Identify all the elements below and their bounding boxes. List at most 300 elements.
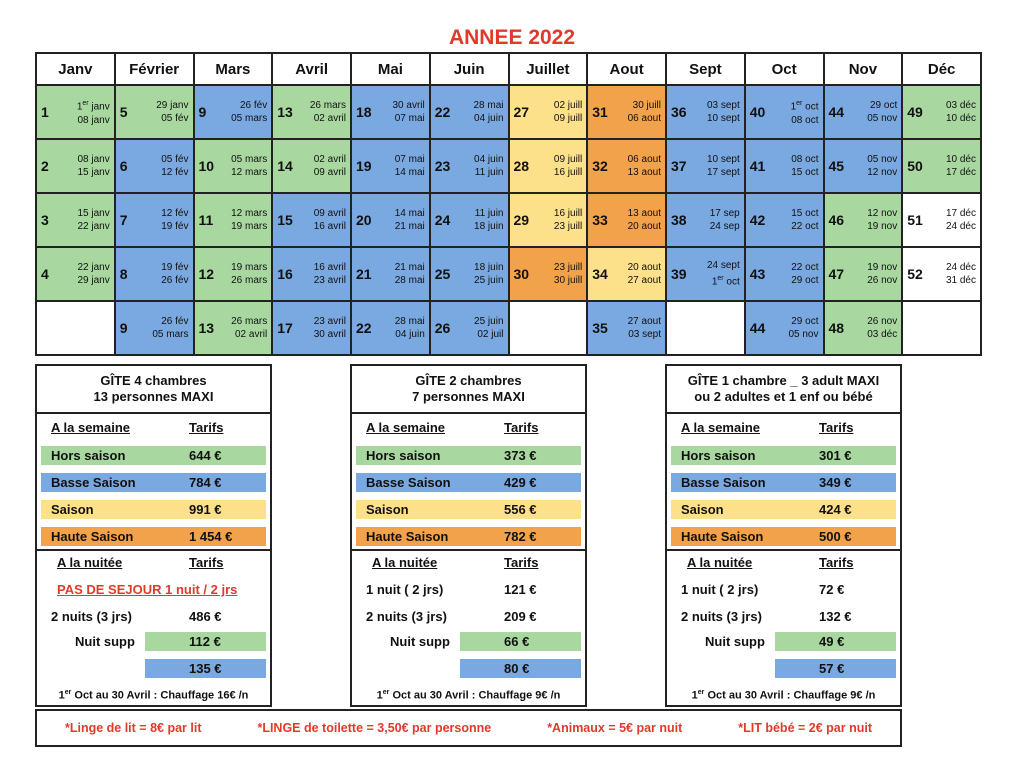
week-end-date: 05 nov: [867, 113, 898, 124]
week-number: 3: [41, 212, 49, 228]
calendar-body: [36, 85, 981, 355]
week-start-date: 05 nov: [867, 154, 898, 165]
week-cell: [194, 85, 273, 139]
week-start-date: 28 mai: [394, 316, 425, 327]
night-price-row: [667, 580, 900, 599]
month-header-row: [36, 53, 981, 85]
night-tarifs-label: Tarifs: [189, 555, 224, 570]
season-label: Basse Saison: [681, 475, 766, 490]
week-end-date: 11 juin: [474, 167, 504, 178]
week-cell: [115, 85, 194, 139]
week-cell: [430, 85, 509, 139]
week-start-date: 14 mai: [394, 208, 425, 219]
week-number: 34: [592, 266, 608, 282]
season-price-row: [356, 500, 581, 519]
week-cell: [666, 193, 745, 247]
week-number: 22: [434, 104, 451, 120]
week-number: 19: [356, 158, 372, 174]
week-end-date: 05 mars: [231, 113, 268, 124]
season-price-row: [356, 473, 581, 492]
week-cell: [351, 139, 430, 193]
week-cell: [36, 85, 115, 139]
month-header: Oct: [745, 53, 824, 85]
footer-note-linge-toilette: *LINGE de toilette = 3,50€ par personne: [257, 721, 492, 735]
nuit-supp-blue-row: [460, 659, 581, 678]
week-cell: [745, 139, 824, 193]
week-start-date: 16 avril: [313, 262, 346, 273]
week-cell: [902, 247, 981, 301]
calendar-row: [36, 139, 981, 193]
week-end-date: 15 janv: [77, 167, 110, 178]
week-number: 48: [828, 320, 845, 336]
week-end-date: 28 mai: [394, 275, 425, 286]
month-header: Déc: [902, 53, 981, 85]
night-price-row: [37, 607, 270, 626]
week-cell: [194, 139, 273, 193]
week-number: 28: [513, 158, 530, 174]
month-header: Sept: [666, 53, 745, 85]
week-start-date: 16 juill: [553, 208, 583, 219]
week-start-date: 1er janv: [76, 100, 110, 113]
season-price-row: [41, 527, 266, 546]
week-cell: [824, 193, 903, 247]
week-number: 44: [749, 320, 766, 336]
gite-title: GÎTE 4 chambres: [100, 373, 207, 388]
week-number: 10: [198, 158, 215, 174]
week-start-date: 02 juill: [553, 100, 583, 111]
week-number: 12: [198, 266, 215, 282]
week-cell: [115, 139, 194, 193]
week-end-date: 03 sept: [628, 329, 661, 340]
week-cell: [115, 301, 194, 355]
nuit-supp-blue-row: [145, 659, 266, 678]
week-start-date: 09 avril: [313, 208, 346, 219]
week-number: 8: [119, 266, 128, 282]
week-end-date: 19 mars: [231, 221, 268, 232]
week-cell: [430, 301, 509, 355]
week-end-date: 03 déc: [867, 329, 898, 340]
week-cell: [745, 85, 824, 139]
week-cell: [824, 139, 903, 193]
week-cell: [587, 301, 666, 355]
night-price-row: [352, 580, 585, 599]
week-end-date: 30 juill: [553, 275, 583, 286]
night-section-label: A la nuitée: [372, 555, 438, 570]
week-number: 42: [749, 212, 766, 228]
week-cell: [666, 139, 745, 193]
nuit-supp-label: Nuit supp: [705, 634, 765, 649]
week-cell: [115, 193, 194, 247]
week-end-date: 12 mars: [231, 167, 268, 178]
week-section-label: A la semaine: [681, 420, 761, 435]
week-number: 31: [592, 104, 608, 120]
week-start-date: 06 aout: [627, 154, 661, 165]
week-cell: [509, 85, 588, 139]
week-start-date: 12 mars: [231, 208, 268, 219]
week-end-date: 13 aout: [627, 167, 661, 178]
week-cell: [587, 139, 666, 193]
week-end-date: 17 sept: [706, 167, 740, 178]
week-start-date: 18 juin: [474, 262, 504, 273]
week-cell: [587, 193, 666, 247]
season-price-row: [41, 500, 266, 519]
week-end-date: 02 avril: [313, 113, 346, 124]
week-start-date: 25 juin: [474, 316, 504, 327]
month-header: Juillet: [509, 53, 588, 85]
season-price: 429 €: [504, 475, 537, 490]
week-end-date: 09 juill: [553, 113, 583, 124]
week-start-date: 15 janv: [77, 208, 110, 219]
calendar-row: [36, 85, 981, 139]
nuit-supp-green-price: 49 €: [819, 634, 845, 649]
night-section-label: A la nuitée: [687, 555, 753, 570]
nuit-supp-blue-price: 57 €: [819, 661, 845, 676]
gite-header: [37, 366, 270, 414]
week-start-date: 08 janv: [77, 154, 110, 165]
nuit-supp-green-price: 112 €: [189, 634, 221, 649]
week-number: 47: [828, 266, 845, 282]
week-end-date: 18 juin: [474, 221, 504, 232]
week-cell: [351, 301, 430, 355]
week-end-date: 30 avril: [313, 329, 346, 340]
week-number: 24: [434, 212, 451, 228]
week-start-date: 21 mai: [394, 262, 425, 273]
week-start-date: 26 mars: [231, 316, 268, 327]
week-end-date: 23 juill: [553, 221, 583, 232]
week-number: 38: [671, 212, 687, 228]
week-start-date: 19 nov: [867, 262, 898, 273]
week-tarifs-label: Tarifs: [819, 420, 854, 435]
week-start-date: 1er oct: [790, 100, 819, 113]
week-cell: [272, 247, 351, 301]
season-price: 782 €: [504, 529, 537, 544]
week-number: 18: [356, 104, 372, 120]
week-end-date: 29 janv: [77, 275, 110, 286]
week-cell: [351, 247, 430, 301]
season-label: Basse Saison: [51, 475, 136, 490]
week-cell: [902, 193, 981, 247]
week-end-date: 05 mars: [152, 329, 189, 340]
week-number: 26: [434, 320, 451, 336]
week-start-date: 04 juin: [474, 154, 504, 165]
calendar-row: [36, 193, 981, 247]
footer-note-animaux: *Animaux = 5€ par nuit: [547, 721, 683, 735]
week-start-date: 26 nov: [867, 316, 898, 327]
week-end-date: 08 janv: [77, 114, 110, 126]
week-start-date: 17 déc: [945, 208, 976, 219]
week-cell: [194, 247, 273, 301]
gite-capacity: 7 personnes MAXI: [412, 389, 525, 404]
season-label: Haute Saison: [366, 529, 449, 544]
week-end-date: 04 juin: [474, 113, 504, 124]
week-start-date: 19 mars: [231, 262, 268, 273]
week-cell: [351, 85, 430, 139]
week-cell: [509, 301, 588, 355]
month-header: Nov: [824, 53, 903, 85]
week-end-date: 05 fév: [161, 113, 189, 124]
week-cell: [509, 193, 588, 247]
footer-note-lit-bebe: *LIT bébé = 2€ par nuit: [738, 721, 872, 735]
week-end-date: 19 nov: [867, 221, 898, 232]
week-start-date: 22 janv: [77, 262, 110, 273]
week-end-date: 10 sept: [706, 113, 740, 124]
night-label: 2 nuits (3 jrs): [51, 609, 132, 624]
nuit-supp-blue-price: 80 €: [504, 661, 530, 676]
season-price: 373 €: [504, 448, 537, 463]
week-cell: [351, 193, 430, 247]
week-start-date: 12 fév: [161, 208, 189, 219]
week-number: 15: [277, 212, 293, 228]
week-start-date: 26 fév: [240, 100, 268, 111]
week-section-label: A la semaine: [366, 420, 446, 435]
week-number: 27: [513, 104, 530, 120]
week-cell: [666, 247, 745, 301]
week-start-date: 24 sept: [706, 260, 740, 272]
week-end-date: 24 déc: [945, 221, 976, 232]
night-tarifs-label: Tarifs: [819, 555, 854, 570]
week-number: 21: [356, 266, 372, 282]
month-header: Mai: [351, 53, 430, 85]
week-cell: [194, 301, 273, 355]
gite-2-chambres-box: [350, 364, 587, 707]
week-end-date: 24 sep: [709, 221, 740, 232]
week-cell: [745, 247, 824, 301]
week-number: 45: [828, 158, 845, 174]
month-header: Avril: [272, 53, 351, 85]
season-price-row: [671, 446, 896, 465]
week-number: 2: [41, 158, 49, 174]
week-end-date: 22 janv: [77, 221, 110, 232]
night-price: 121 €: [504, 582, 537, 597]
page-title: ANNEE 2022: [448, 26, 576, 49]
week-number: 13: [198, 320, 215, 336]
week-start-date: 19 fév: [161, 262, 189, 273]
gite-1-chambre-box: [665, 364, 902, 707]
week-end-date: 25 juin: [474, 275, 504, 286]
nuit-supp-green-price: 66 €: [504, 634, 530, 649]
week-end-date: 08 oct: [791, 114, 819, 126]
season-label: Basse Saison: [366, 475, 451, 490]
week-cell: [272, 193, 351, 247]
week-end-date: 09 avril: [313, 167, 346, 178]
week-cell: [272, 85, 351, 139]
week-end-date: 27 aout: [627, 275, 661, 286]
night-price-row: [667, 607, 900, 626]
week-end-date: 31 déc: [945, 275, 976, 286]
week-end-date: 04 juin: [395, 329, 425, 340]
week-start-date: 02 avril: [313, 154, 346, 165]
month-header: Aout: [587, 53, 666, 85]
season-price: 301 €: [819, 448, 852, 463]
week-end-date: 02 avril: [235, 329, 268, 340]
week-end-date: 26 fév: [161, 275, 189, 286]
week-end-date: 14 mai: [394, 167, 425, 178]
week-cell: [745, 301, 824, 355]
week-start-date: 26 fév: [161, 316, 189, 327]
week-start-date: 13 aout: [627, 208, 661, 219]
week-end-date: 22 oct: [791, 221, 819, 232]
season-label: Haute Saison: [681, 529, 764, 544]
week-number: 46: [828, 212, 845, 228]
season-label: Hors saison: [366, 448, 441, 463]
week-end-date: 1er oct: [711, 275, 740, 288]
week-start-date: 10 déc: [945, 154, 976, 165]
week-number: 5: [119, 104, 128, 120]
week-number: 35: [592, 320, 608, 336]
week-number: 6: [119, 158, 128, 174]
season-label: Hors saison: [681, 448, 756, 463]
gite-title: GÎTE 2 chambres: [415, 373, 522, 388]
nuit-supp-blue-row: [775, 659, 896, 678]
week-start-date: 17 sep: [709, 208, 740, 219]
month-header: Février: [115, 53, 194, 85]
week-cell: [902, 85, 981, 139]
week-start-date: 10 sept: [706, 154, 740, 165]
week-end-date: 26 mars: [231, 275, 268, 286]
week-cell: [272, 139, 351, 193]
week-tarifs-label: Tarifs: [189, 420, 224, 435]
week-cell: [194, 193, 273, 247]
week-cell: [430, 139, 509, 193]
week-start-date: 29 janv: [156, 100, 189, 111]
week-number: 36: [671, 104, 687, 120]
gite-capacity: ou 2 adultes et 1 enf ou bébé: [694, 389, 873, 404]
week-number: 14: [277, 158, 293, 174]
footer-note-linge-lit: *Linge de lit = 8€ par lit: [64, 721, 202, 735]
week-end-date: 17 déc: [945, 167, 976, 178]
month-header: Juin: [430, 53, 509, 85]
week-end-date: 29 oct: [791, 275, 819, 286]
season-price-row: [671, 527, 896, 546]
season-price: 556 €: [504, 502, 537, 517]
gite-title: GÎTE 1 chambre _ 3 adult MAXI: [687, 373, 880, 388]
week-number: 1: [41, 104, 49, 120]
week-start-date: 03 déc: [945, 100, 976, 111]
week-cell: [824, 301, 903, 355]
season-price-row: [671, 500, 896, 519]
season-price: 784 €: [189, 475, 222, 490]
month-header: Mars: [194, 53, 273, 85]
week-number: 44: [828, 104, 845, 120]
week-start-date: 05 mars: [231, 154, 268, 165]
calendar-row: [36, 247, 981, 301]
season-label: Saison: [51, 502, 94, 517]
week-start-date: 22 oct: [791, 262, 819, 273]
week-number: 29: [513, 212, 530, 228]
week-start-date: 07 mai: [394, 154, 425, 165]
heating-note: 1er Oct au 30 Avril : Chauffage 9€ /n: [376, 689, 561, 702]
week-cell: [824, 85, 903, 139]
week-number: 33: [592, 212, 608, 228]
week-number: 37: [671, 158, 687, 174]
season-price-row: [41, 446, 266, 465]
week-end-date: 15 oct: [791, 167, 819, 178]
week-start-date: 11 juin: [474, 208, 504, 219]
week-number: 16: [277, 266, 293, 282]
week-end-date: 26 nov: [867, 275, 898, 286]
night-label: 2 nuits (3 jrs): [366, 609, 447, 624]
season-label: Haute Saison: [51, 529, 134, 544]
week-end-date: 10 déc: [945, 113, 976, 124]
week-start-date: 08 oct: [791, 154, 819, 165]
week-start-date: 29 oct: [791, 316, 819, 327]
season-label: Saison: [366, 502, 409, 517]
calendar-table: [35, 52, 982, 356]
no-stay-warning: PAS DE SEJOUR 1 nuit / 2 jrs: [57, 582, 238, 597]
gite-capacity: 13 personnes MAXI: [93, 389, 214, 404]
season-price: 349 €: [819, 475, 852, 490]
night-label: 2 nuits (3 jrs): [681, 609, 762, 624]
nuit-supp-label: Nuit supp: [390, 634, 450, 649]
week-start-date: 29 oct: [870, 100, 898, 111]
season-price: 1 454 €: [189, 529, 233, 544]
gite-4-chambres-box: [35, 364, 272, 707]
week-cell: [509, 139, 588, 193]
night-price: 209 €: [504, 609, 537, 624]
week-end-date: 05 nov: [788, 329, 819, 340]
week-number: 52: [907, 266, 923, 282]
week-number: 30: [513, 266, 530, 282]
week-start-date: 15 oct: [791, 208, 819, 219]
season-label: Hors saison: [51, 448, 126, 463]
week-cell: [587, 85, 666, 139]
night-price: 72 €: [819, 582, 845, 597]
week-number: 9: [119, 320, 128, 336]
season-label: Saison: [681, 502, 724, 517]
night-price: 486 €: [189, 609, 222, 624]
night-tarifs-label: Tarifs: [504, 555, 539, 570]
week-number: 49: [907, 104, 923, 120]
gite-header: [667, 366, 900, 414]
week-number: 51: [907, 212, 923, 228]
week-cell: [902, 301, 981, 355]
week-end-date: 20 aout: [627, 221, 661, 232]
week-cell: [666, 85, 745, 139]
week-start-date: 30 avril: [392, 100, 425, 111]
week-end-date: 16 juill: [553, 167, 583, 178]
week-number: 7: [119, 212, 128, 228]
week-start-date: 03 sept: [706, 100, 740, 111]
week-number: 22: [356, 320, 372, 336]
week-cell: [745, 193, 824, 247]
week-number: 23: [434, 158, 451, 174]
week-end-date: 19 fév: [161, 221, 189, 232]
season-price: 424 €: [819, 502, 852, 517]
heating-note: 1er Oct au 30 Avril : Chauffage 9€ /n: [691, 689, 876, 702]
week-cell: [36, 301, 115, 355]
month-header: Janv: [36, 53, 115, 85]
week-number: 40: [749, 104, 766, 120]
gite-header: [352, 366, 585, 414]
week-cell: [36, 247, 115, 301]
season-price: 500 €: [819, 529, 852, 544]
footer-notes: [35, 709, 902, 747]
week-cell: [36, 139, 115, 193]
week-cell: [902, 139, 981, 193]
season-price-row: [356, 527, 581, 546]
week-end-date: 21 mai: [394, 221, 425, 232]
week-number: 11: [198, 212, 214, 228]
night-label: 1 nuit ( 2 jrs): [681, 582, 759, 597]
season-price: 991 €: [189, 502, 222, 517]
season-price-row: [356, 446, 581, 465]
week-cell: [824, 247, 903, 301]
week-start-date: 09 juill: [553, 154, 583, 165]
week-start-date: 28 mai: [473, 100, 504, 111]
season-price: 644 €: [189, 448, 222, 463]
nuit-supp-blue-price: 135 €: [189, 661, 222, 676]
week-cell: [36, 193, 115, 247]
